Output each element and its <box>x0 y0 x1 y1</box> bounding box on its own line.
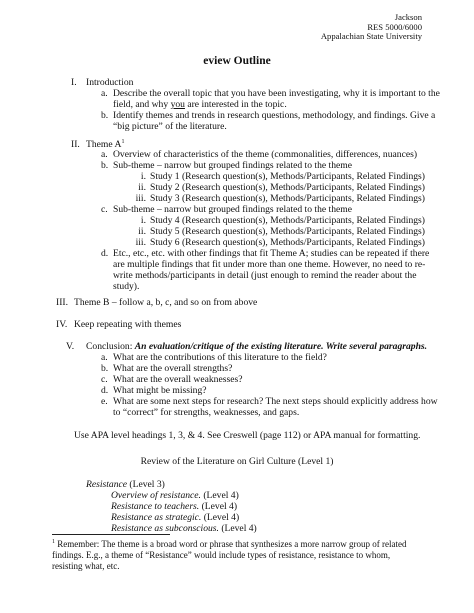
conclusion-e-line2: to “correct” for strengths, weaknesses, and gaps. <box>113 407 300 418</box>
study-number: iii. <box>135 237 146 248</box>
conclusion-label: Conclusion: <box>86 341 135 352</box>
page-title: eview Outline <box>203 55 271 67</box>
example-level1-heading: Review of the Literature on Girl Culture (Level 1) <box>140 456 334 467</box>
conclusion-item: What might be missing? <box>113 385 207 396</box>
footnote-marker: 1 <box>52 539 55 545</box>
text-run: are interested in the topic. <box>184 99 287 110</box>
footnote-line2: findings. E.g., a theme of “Resistance” would include types of resistance, resistance to whom, <box>52 550 391 560</box>
section-2-d-line4: study). <box>113 281 140 292</box>
conclusion-letter: e. <box>101 396 108 407</box>
section-1-b-letter: b. <box>101 110 109 121</box>
study-item: Study 5 (Research question(s), Methods/Participants, Related Findings) <box>150 226 425 237</box>
conclusion-letter: c. <box>101 374 108 385</box>
example-level4-heading <box>111 512 239 524</box>
study-item: Study 2 (Research question(s), Methods/Participants, Related Findings) <box>150 182 425 193</box>
study-item: Study 6 (Research question(s), Methods/Participants, Related Findings) <box>150 237 425 248</box>
university-name: Appalachian State University <box>320 31 422 42</box>
study-item: Study 4 (Research question(s), Methods/Participants, Related Findings) <box>150 215 425 226</box>
section-2-c-letter: c. <box>101 204 108 215</box>
section-2-d-line2: are multiple findings that fit under more than one theme. However, no need to re- <box>113 259 426 270</box>
text-run: field, and why <box>113 99 171 110</box>
text-run: (Level 4) <box>218 523 257 534</box>
section-3-text: Theme B – follow a, b, c, and so on from above <box>74 297 258 308</box>
footnote-ref: 1 <box>121 138 125 145</box>
section-2-a-text: Overview of characteristics of the theme (commonalities, differences, nuances) <box>113 149 418 160</box>
section-3-number: III. <box>56 297 68 308</box>
course-code: RES 5000/6000 <box>367 21 422 32</box>
conclusion-emphasis: An evaluation/critique of the existing literature. Write several paragraphs. <box>134 341 428 352</box>
study-number: ii. <box>138 226 146 237</box>
study-item: Study 1 (Research question(s), Methods/Participants, Related Findings) <box>150 171 425 182</box>
author-name: Jackson <box>394 12 422 22</box>
section-2-c-text: Sub-theme – narrow but grouped findings related to the theme <box>113 204 352 215</box>
section-1-b-line1: Identify themes and trends in research questions, methodology, and findings. Give a <box>113 110 436 121</box>
text-run: (Level 4) <box>199 501 238 512</box>
text-run: Remember: The theme is a broad word or phrase that synthesizes a more narrow group of related <box>55 539 407 549</box>
text-run: (Level 4) <box>200 490 239 501</box>
conclusion-item: What are the contributions of this literature to the field? <box>113 352 327 363</box>
footnote-line3: resisting what, etc. <box>52 561 120 571</box>
conclusion-letter: d. <box>101 385 109 396</box>
text-run: Resistance <box>86 479 128 490</box>
study-number: i. <box>140 171 146 182</box>
study-number: iii. <box>135 193 146 204</box>
document-header <box>321 13 422 42</box>
example-level4-heading <box>111 490 239 502</box>
conclusion-item: What are the overall weaknesses? <box>113 374 243 385</box>
text-run: Resistance as subconscious. <box>111 523 219 534</box>
conclusion-letter: a. <box>101 352 108 363</box>
section-2-b-text: Sub-theme – narrow but grouped findings related to the theme <box>113 160 352 171</box>
footnote-divider <box>52 534 170 535</box>
section-4-number: IV. <box>56 319 68 330</box>
section-1-number: I. <box>71 77 77 88</box>
conclusion-letter: b. <box>101 363 109 374</box>
example-level3-heading <box>86 479 165 491</box>
conclusion-item: What are the overall strengths? <box>113 363 233 374</box>
section-2-d-line3: write methods/participants in detail (just enough to remind the reader about the <box>113 270 417 281</box>
section-2-d-letter: d. <box>101 248 109 259</box>
apa-note: Use APA level headings 1, 3, & 4. See Creswell (page 112) or APA manual for formatting. <box>74 430 421 441</box>
section-1-a-line1: Describe the overall topic that you have been investigating, why it is important to the <box>113 88 440 99</box>
conclusion-e-line1: What are some next steps for research? The next steps should explicitly address how <box>113 396 438 407</box>
section-2-b-letter: b. <box>101 160 109 171</box>
section-2-a-letter: a. <box>101 149 108 160</box>
study-number: i. <box>140 215 146 226</box>
theme-a-text: Theme A <box>86 139 122 150</box>
text-run: (Level 4) <box>201 512 240 523</box>
section-1-a-line2 <box>113 99 287 111</box>
section-1-b-line2: “big picture” of the literature. <box>113 121 227 132</box>
study-number: ii. <box>138 182 146 193</box>
section-1-a-letter: a. <box>101 88 108 99</box>
text-run: (Level 3) <box>127 479 165 490</box>
text-run: Overview of resistance. <box>111 490 201 501</box>
section-5-number: V. <box>66 341 75 352</box>
text-run: Resistance to teachers. <box>111 501 200 512</box>
study-item: Study 3 (Research question(s), Methods/Participants, Related Findings) <box>150 193 425 204</box>
section-2-d-line1: Etc., etc., etc. with other findings that fit Theme A; studies can be repeated if there <box>113 248 430 259</box>
section-1-label: Introduction <box>86 77 134 88</box>
section-5-heading <box>86 341 427 353</box>
section-4-text: Keep repeating with themes <box>74 319 182 330</box>
section-2-number: II. <box>71 139 80 150</box>
example-level4-heading <box>111 523 257 535</box>
footnote-line1 <box>52 539 406 550</box>
example-level4-heading <box>111 501 237 513</box>
text-run: Resistance as strategic. <box>111 512 202 523</box>
underlined-you: you <box>170 99 185 110</box>
